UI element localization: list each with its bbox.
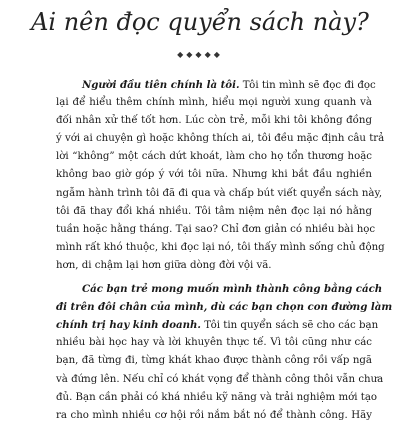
paragraph-1-line-4: ý với ai chuyện gì hoặc không thích ai, tôi đều mặc định câu trả <box>56 133 385 145</box>
paragraph-1-line-8: tôi đã thay đổi khá nhiều. Tôi tâm niệm nên đọc lại nó hằng <box>56 205 372 217</box>
paragraph-1-line-6: không bao giờ góp ý với tôi nữa. Nhưng khi bắt đầu nghiền <box>56 169 372 181</box>
paragraph-2-line-8: ra cho mình nhiều cơ hội rồi nắm bắt nó để thành công. Hãy <box>56 409 372 421</box>
paragraph-1-line-7: ngẫm hành trình tôi đã đi qua và chấp bút viết quyển sách này, <box>56 187 383 199</box>
paragraph-1-lead: Người đầu tiên chính là tôi. <box>82 79 240 91</box>
paragraph-2-line-3 <box>56 316 379 334</box>
chapter-title: Ai nên đọc quyển sách này? <box>31 8 369 36</box>
paragraph-1-line-10: mình rất khó thuộc, khi đọc lại nó, tôi thấy mình sống chủ động <box>56 241 385 253</box>
paragraph-2-text: Tôi tin quyển sách sẽ cho các bạn <box>204 320 379 332</box>
paragraph-1-line-2: lại để hiểu thêm chính mình, hiểu mọi người xung quanh và <box>56 97 372 109</box>
ornament-divider: ◆◆◆◆◆ <box>177 50 223 59</box>
paragraph-1-line-5: lời “không” một cách dứt khoát, làm cho họ tổn thương hoặc <box>56 151 372 163</box>
paragraph-2-lead-1: Các bạn trẻ mong muốn mình thành công bằng cách <box>82 283 383 296</box>
paragraph-2-line-5: bạn, đã từng đi, từng khát khao được thành công rồi vấp ngã <box>56 355 372 367</box>
paragraph-1-text: Tôi tin mình sẽ đọc đi đọc <box>242 80 376 91</box>
paragraph-1-line-1 <box>56 76 376 94</box>
paragraph-2-line-4: nhiều bài học hay và lời khuyên thực tế. Vì tôi cũng như các <box>56 337 372 349</box>
paragraph-2-lead-3: chính trị hay kinh doanh. <box>56 319 201 332</box>
paragraph-2-line-6: và đứng lên. Nếu chỉ có khát vọng để thành công thôi vẫn chưa <box>56 373 384 385</box>
paragraph-2-lead-2: đi trên đôi chân của mình, dù các bạn chọn con đường làm <box>56 301 393 314</box>
paragraph-1-line-9: tuần hoặc hằng tháng. Tại sao? Chỉ đơn giản có nhiều bài học <box>56 223 376 235</box>
paragraph-1-line-3: đối nhân xử thế tốt hơn. Lúc còn trẻ, mỗi khi tôi không đồng <box>56 115 372 127</box>
body-text <box>56 76 393 425</box>
paragraph-1-line-11: hơn, di chậm lại hơn giữa dòng đời vội vã. <box>56 259 272 271</box>
paragraph-2-line-7: đủ. Bạn cần phải có khá nhiều kỹ năng và trải nghiệm mới tạo <box>56 391 378 403</box>
